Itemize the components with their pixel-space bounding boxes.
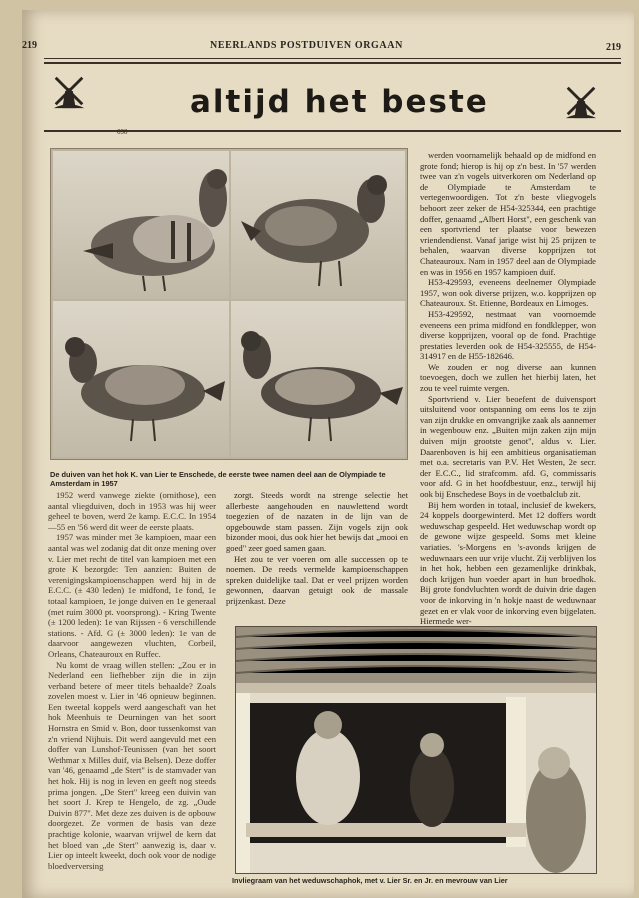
- pigeon-photo-2: [231, 151, 405, 299]
- right-paragraph: H53-429593, eveneens deelnemer Olympiade 1957, won ook diverse prijzen, w.o. kopprijzen op Chateauroux. St. Etienne, Bordeaux en Limoges.: [420, 277, 596, 309]
- article-number: 690: [117, 128, 128, 136]
- article-title: altijd het beste: [190, 84, 489, 120]
- pigeon-photo-4: [231, 301, 405, 457]
- left-paragraph: 1957 was minder met 3e kampioen, maar een aantal was wel zodanig dat dit onze mening over v. Lier met recht de titel van kampioen met een grote K bezorgde: Ten aanzien: Buiten de verenigingskampioenschappen werd hij in de E.C.C. (± 430 leden) 1e midfond, 1e fond, 1e totaal kampioen, 1e jonge duiven en 1e generaal (met ruim 3000 pt. voorsprong). - Kring Twente (± 1200 leden): 1e van Rijssen - 6 verschillende stations. - Afd. G (± 3000 leden): 1e van de daarvoor aangewezen vluchten, Corbeil, Orleans, Chateauroux en Ruffec.: [48, 532, 216, 659]
- banner-rule-top: [44, 62, 621, 64]
- middle-paragraph: zorgt. Steeds wordt na strenge selectie het allerbeste aangehouden en nauwlettend wordt toegezien of de nazaten in de lijn van de opgebouwde stam passen. Zijn vogels zijn ook bizonder mooi, dus ook hier het bewijs dat „mooi en goed" zeer goed samen gaan.: [226, 490, 408, 553]
- collage-caption: De duiven van het hok K. van Lier te Enschede, de eerste twee namen deel aan de Olympiade te Amsterdam in 1957: [50, 470, 386, 488]
- left-paragraph: Nu komt de vraag willen stellen: „Zou er in Nederland een liefhebber zijn die in zijn verband betere of meer titels behaalde? Zoals zovelen moest v. Lier in '46 opnieuw beginnen. Een tweetal koppels werd aangeschaft van het hok Meenhuis te Deurningen van het soort Hornstra en Smid v. Bon, door tussenkomst van z'n vriend Nijhuis. Dit werd aangevuld met een doffer van Lunshof-Teunissen (van het soort Wethmar x Milles duif, via Belsen). Deze doffer van '46, genaamd „de Stert" is de stamvader van het hok. Hij is nog in leven en geeft nog steeds prima jongen. „De Stert" kreeg een duivin van het soort J. Krep te Hengelo, de zg. „Oude Duivin 877". Met deze zes duiven is de opbouw doorgezet. Ze vormen de basis van deze prachtige kolonie, waarvan vrijwel de kern dat het bloed van „de Stert" aanwezig is, daar v. Lier op inteelt kweekt, doch ook voor de nodige bloedverversing: [48, 659, 216, 871]
- page-number-right: 219: [606, 42, 621, 53]
- loft-photo: [235, 626, 597, 874]
- right-paragraph: werden voornamelijk behaald op de midfond en grote fond; hierop is hij op z'n best. In '57 werden twee van z'n vogels uitverkoren om Nederland op de Olympiade te Amsterdam te vertegenwoordigen. Tot z'n beste vliegvogels behoort zeer zeker de H54-325344, een prachtige doffer, genaamd „Albert Horst", een geschenk van een sportvriend ter plaatse voor bewezen vriendendienst. Vanaf jarige wist hij 25 prijzen te behalen, waarvan diverse kopprijzen tot Chateauroux. Nam in 1957 deel aan de Olympiade en was in 1956 en 1957 kampioen duif.: [420, 150, 596, 277]
- right-column: [420, 150, 596, 627]
- header-rule: [44, 58, 621, 59]
- left-column: [48, 490, 216, 871]
- middle-paragraph: Het zou te ver voeren om alle successen op te noemen. De reeds vermelde kampioenschappen spreken duidelijke taal. Dat er veel prijzen worden gewonnen, daarvan getuigt ook de massale prijzenkast. Deze: [226, 553, 408, 606]
- right-paragraph: We zouden er nog diverse aan kunnen toevoegen, doch we zullen het hierbij laten, het zou te veel ruimte vergen.: [420, 361, 596, 394]
- pigeon-photo-1: [53, 151, 229, 299]
- left-paragraph: 1952 werd vanwege ziekte (ornithose), een aantal vliegduiven, doch in 1953 was hij weer geheel te boven, werd 2e kamp. E.C.C. In 1954—55 en '56 werd dit weer de eerste plaats.: [48, 490, 216, 532]
- loft-photo-caption: Invliegraam van het weduwschaphok, met v. Lier Sr. en Jr. en mevrouw van Lier: [232, 876, 508, 885]
- right-paragraph: H53-429592, nestmaat van voornoemde eveneens een prima midfond en fondklepper, won diverse kopprijzen, vooral op de fond. Prachtige prestaties leverden ook de H54-325555, de H54-314917 en de H55-182646.: [420, 308, 596, 362]
- page-number-left: 219: [22, 40, 37, 51]
- windmill-logo-left: [50, 72, 88, 110]
- windmill-logo-right: [562, 82, 600, 120]
- page-header: [0, 40, 639, 54]
- right-paragraph: Bij hem worden in totaal, inclusief de kwekers, 24 koppels doorgewinterd. Met 12 doffers wordt weduwschap gespeeld. Het weduwschap wordt op de gewone wijze gespeeld. Soms met kleine variaties. 's-Morgens en 's-avonds krijgen de weduwnaars een uur vrije vlucht. Zij verblijven los in het hok, hebben een gezamenlijke drinkbak, doch krijgen hun voeder apart in hun broedhok. Bij grote fondvluchten wordt de duivin drie dagen voor de inkorving in 'n hokje naast de weduwnaar gezet en er vlak voor de inkorving even bijgelaten. Hiermede wer-: [420, 499, 596, 627]
- middle-column: [226, 490, 408, 607]
- pigeon-photo-3: [53, 301, 229, 457]
- banner-rule-bottom: [44, 130, 621, 132]
- pigeon-photo-collage: [50, 148, 408, 460]
- journal-title: NEERLANDS POSTDUIVEN ORGAAN: [210, 40, 403, 51]
- right-paragraph: Sportvriend v. Lier beoefent de duivensport uitsluitend voor ontspanning om eens los te zijn van zijn drukke en omvangrijke zaak als aannemer in wegenbouw enz. „Buiten mijn zaken zijn mijn duiven mijn grootste genot", aldus v. Lier. Daarenboven is hij een ambitieus organisatieman met o.a. secretaris van P.V. Het Westen, 2e secr. der E.C.C., lid strafcomm. afd. G, commissaris voor afd. G in het hoofdbestuur, enz., terwijl hij ook bij Enschedese Boys in de voetbalclub zit.: [420, 393, 596, 499]
